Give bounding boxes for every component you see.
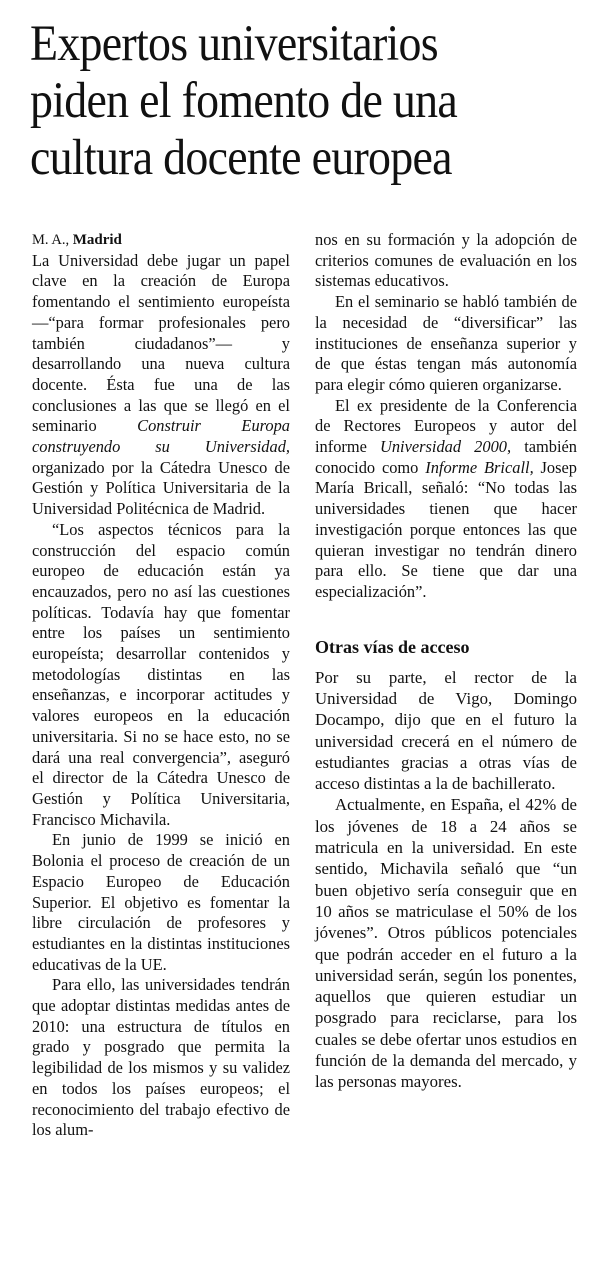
text-run: La Universidad debe jugar un papel clave en la creación de Europa fomentando el sentimiento europeísta —“para formar profesionales pero también ciudadanos”— y desarrollando una nueva cultura docente. Ésta fue una de las conclusiones a las que se llegó en el seminario (32, 250, 290, 436)
text-run: también conocido como (315, 437, 577, 477)
text-run: organizado por la Cátedra Unesco de Gestión y Política Universitaria de la Universidad Politécnica de Madrid. (32, 457, 290, 519)
byline-author: M. A., (32, 232, 70, 248)
italic-title: Informe Bricall, (425, 457, 534, 477)
byline (32, 230, 290, 251)
italic-title: Construir Europa construyendo su Universidad, (32, 416, 290, 457)
paragraph: En junio de 1999 se inició en Bolonia el proceso de creación de un Espacio Europeo de Educación Superior. El objetivo es fomentar la libre circulación de profesores y estudiantes en la distintas instituciones educativas de la UE. (32, 830, 290, 974)
italic-title: Universidad 2000, (380, 437, 512, 457)
section-subheading: Otras vías de acceso (315, 636, 470, 657)
paragraph: Para ello, las universidades tendrán que adoptar distintas medidas antes de 2010: una estructura de títulos en grado y posgrado que permita la legibilidad de los mismos y su validez en todos los países europeos; el reconocimiento del trabajo efectivo de los alum- (32, 975, 290, 1140)
headline-line-2: piden el fomento de una (30, 73, 458, 129)
left-column (32, 230, 290, 1141)
right-column (315, 230, 577, 1093)
paragraph (32, 251, 290, 520)
text-run: Josep María Bricall, señaló: “No todas las universidades tienen que hacer investigación porque entonces las que quieran investigar no tendrán dinero para ello. Se tiene que dar una especialización”. (315, 457, 577, 601)
paragraph: Actualmente, en España, el 42% de los jóvenes de 18 a 24 años se matricula en la universidad. En este sentido, Michavila señaló que “un buen objetivo sería conseguir que en 10 años se matriculase el 50% de los jóvenes”. Otros públicos potenciales que podrán acceder en el futuro a la universidad serán, según los ponentes, aquellos que quieren estudiar un posgrado para reciclarse, para los cuales se debe ofertar unos estudios en función de la demanda del mercado, y las personas mayores. (315, 795, 577, 1092)
byline-place: Madrid (72, 232, 122, 248)
paragraph: “Los aspectos técnicos para la construcción del espacio común europeo de educación están ya encauzados, pero no así las cuestiones políticas. Todavía hay que fomentar entre los países un sentimiento europeísta; desarrollar contenidos y metodologías distintas en las enseñanzas, e incorporar actitudes y valores europeos en la educación universitaria. Si no se hace esto, no se dará una real convergencia”, aseguró el director de la Cátedra Unesco de Gestión y Política Universitaria, Francisco Michavila. (32, 519, 290, 829)
headline-line-1: Expertos universitarios (30, 16, 438, 72)
paragraph: En el seminario se habló también de la necesidad de “diversificar” las instituciones de enseñanza superior y de que éstas tengan más autonomía para elegir cómo quieren organizarse. (315, 292, 577, 394)
paragraph: nos en su formación y la adopción de criterios comunes de evaluación en los sistemas educativos. (315, 230, 577, 291)
headline-line-3: cultura docente europea (30, 130, 452, 186)
paragraph: Por su parte, el rector de la Universidad de Vigo, Domingo Docampo, dijo que en el futuro la universidad crecerá en el número de estudiantes gracias a otras vías de acceso distintas a la de bachillerato. (315, 667, 577, 794)
headline (30, 16, 543, 187)
text-run: El ex presidente de la Conferencia de Rectores Europeos y autor del informe (315, 395, 577, 457)
paragraph (315, 396, 577, 603)
